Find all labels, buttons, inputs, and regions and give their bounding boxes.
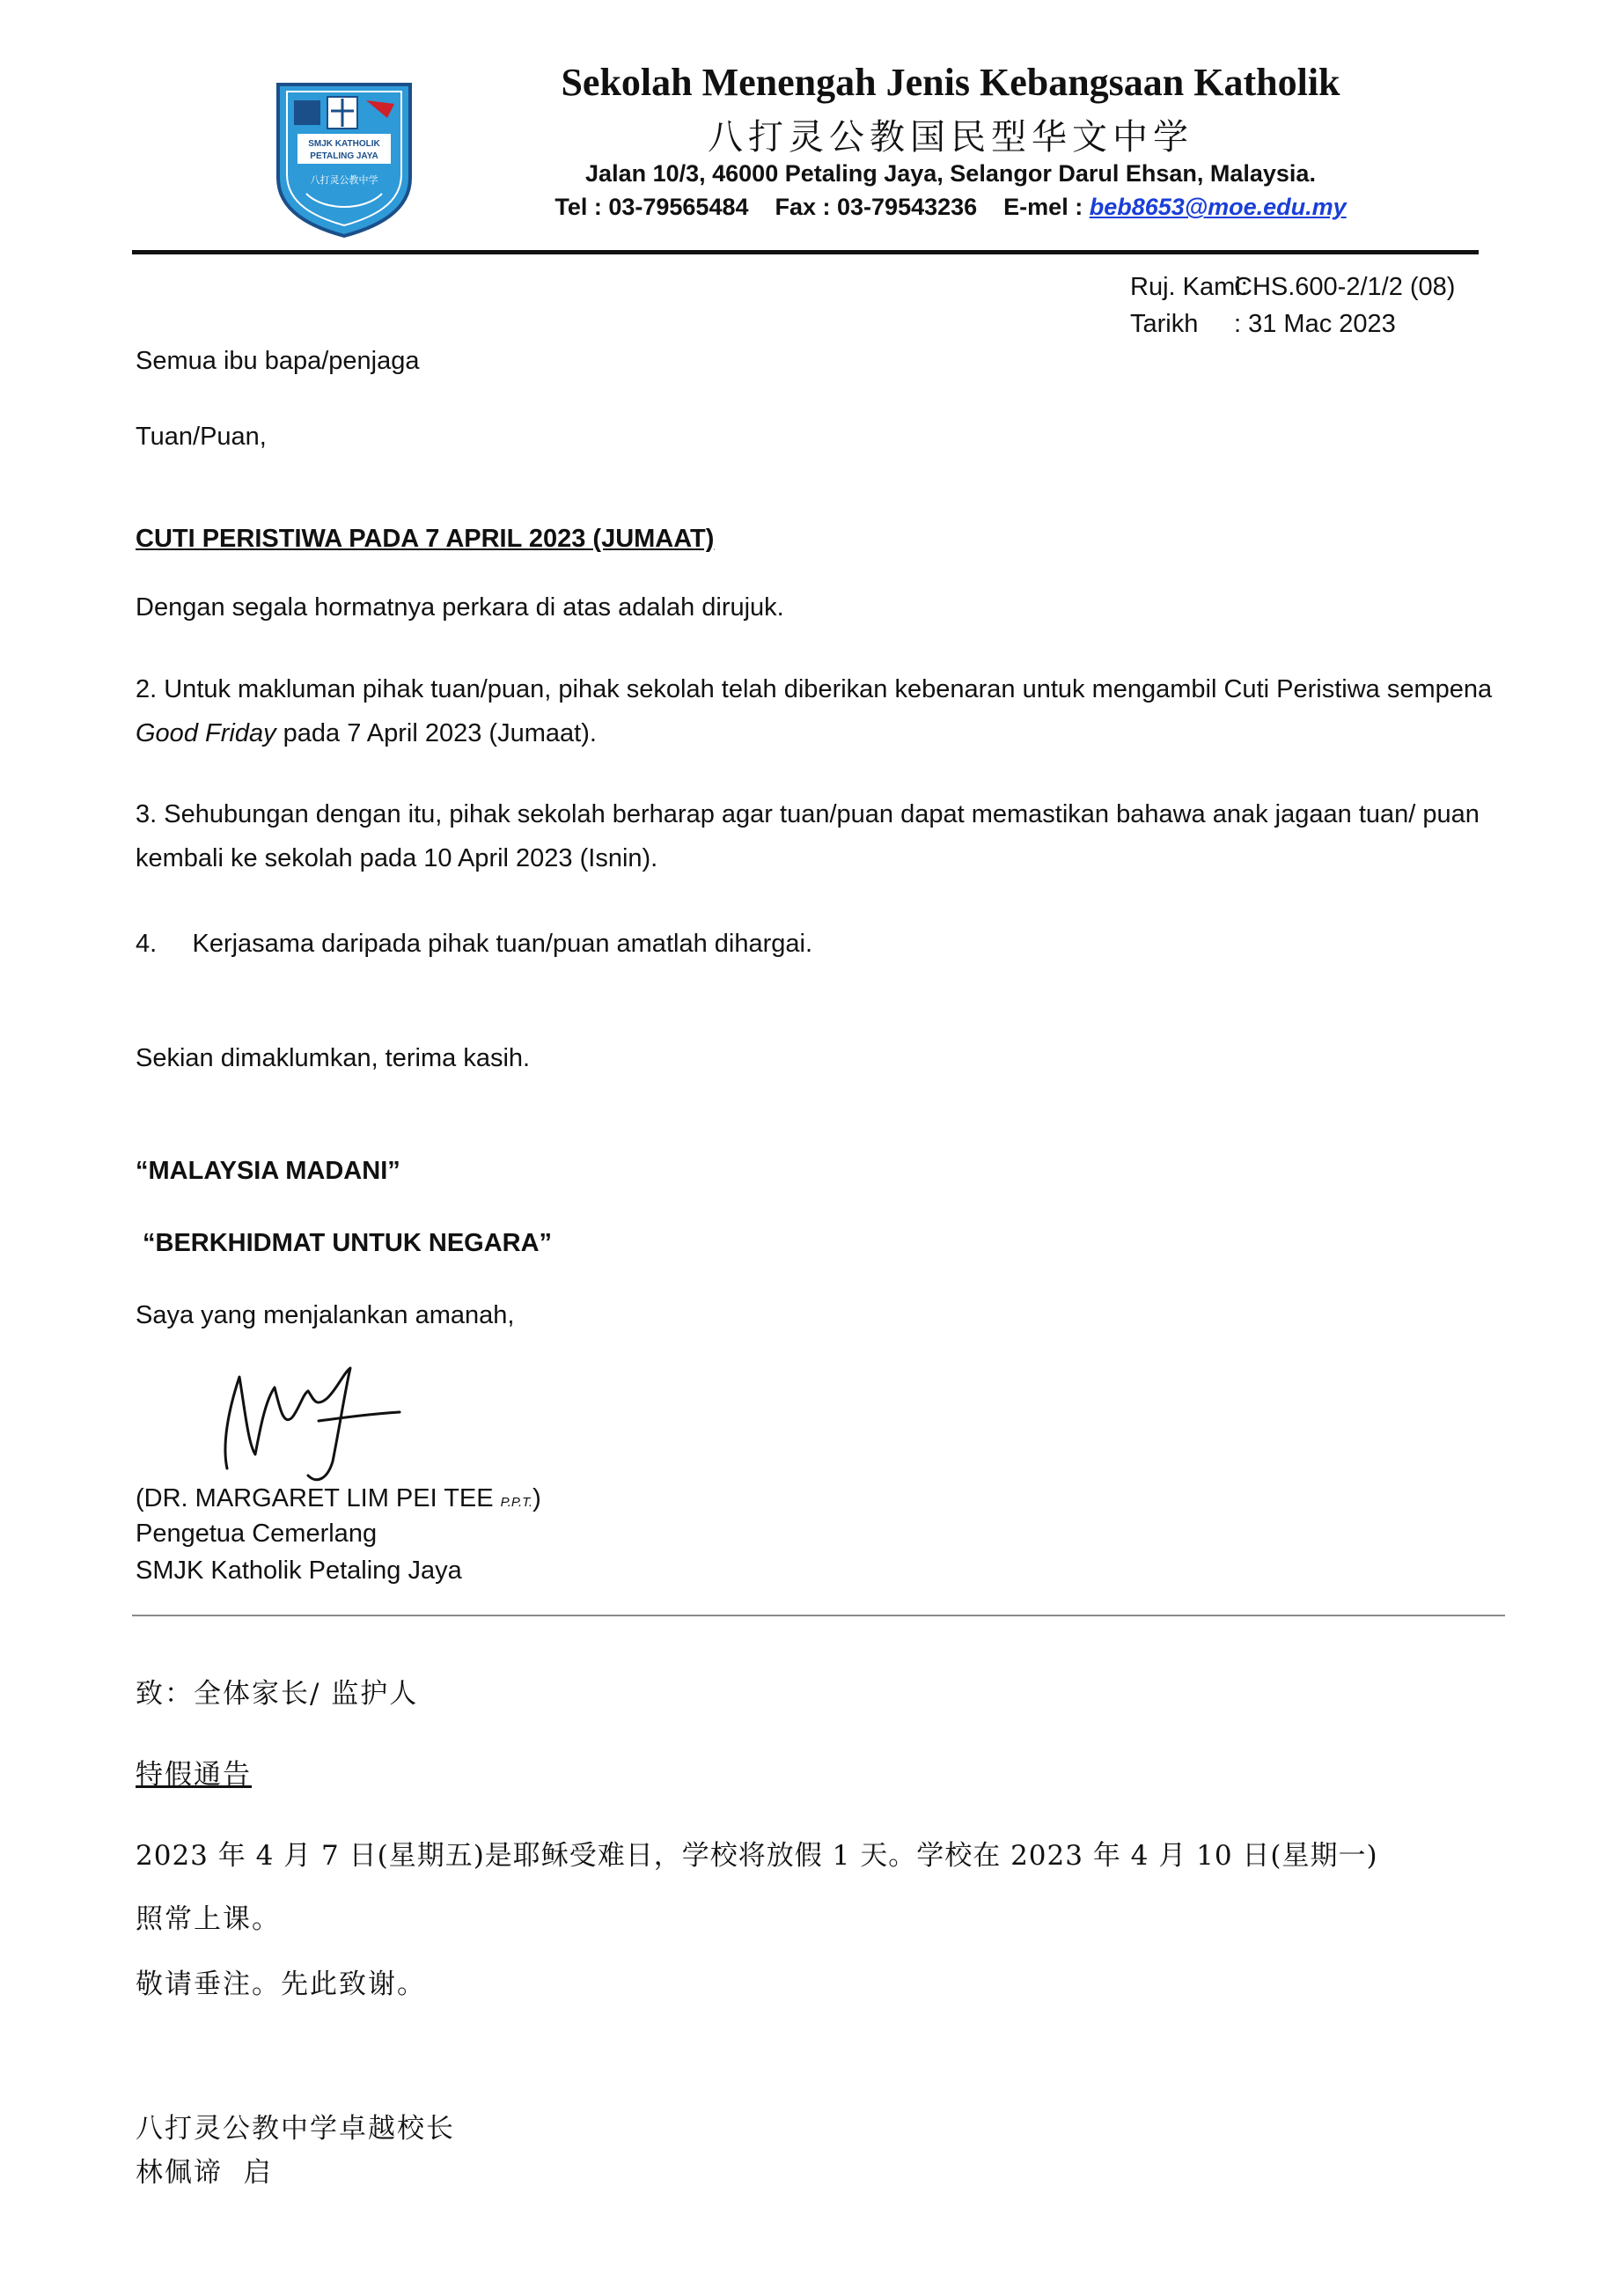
fax: Fax : 03-79543236 — [775, 194, 978, 220]
chinese-subject: 特假通告 — [136, 1759, 252, 1791]
subject: CUTI PERISTIWA PADA 7 APRIL 2023 (JUMAAT) — [136, 525, 715, 553]
signatory-name — [136, 1481, 541, 1520]
email-link[interactable]: beb8653@moe.edu.my — [1089, 194, 1347, 220]
paragraph-1: Dengan segala hormatnya perkara di atas adalah dirujuk. — [136, 593, 784, 622]
reference-number — [1130, 269, 1455, 305]
signatory-school: SMJK Katholik Petaling Jaya — [136, 1556, 462, 1585]
salutation: Tuan/Puan, — [136, 423, 267, 451]
good-friday: Good Friday — [136, 719, 276, 747]
logo-text-3: 八打灵公教中学 — [310, 174, 378, 186]
school-name-chinese: 八打灵公教国民型华文中学 — [708, 117, 1193, 158]
tel: Tel : 03-79565484 — [554, 194, 749, 220]
logo-text-1: SMJK KATHOLIK — [308, 139, 380, 149]
signature — [195, 1356, 407, 1488]
chinese-recipient: 致：全体家长/ 监护人 — [136, 1678, 419, 1710]
ruj-label: Ruj. Kami: — [1130, 273, 1248, 301]
paragraph-3: 3. Sehubungan dengan itu, pihak sekolah berharap agar tuan/puan dapat memastikan bahawa anak jagaan tuan/ puan kembali ke sekolah pada 10 April 2023 (Isnin). — [136, 800, 1480, 872]
letter-date — [1130, 306, 1396, 342]
chinese-paragraph-2: 敬请垂注。先此致谢。 — [136, 1969, 426, 2000]
school-name: Sekolah Menengah Jenis Kebangsaan Katholik — [561, 61, 1340, 104]
logo-text-2: PETALING JAYA — [310, 151, 378, 161]
letterhead-divider — [132, 250, 1479, 254]
tarikh-label: Tarikh — [1130, 310, 1199, 338]
closing: Sekian dimaklumkan, terima kasih. — [136, 1044, 531, 1072]
chinese-paragraph-1-line-2: 照常上课。 — [136, 1903, 281, 1935]
motto-berkhidmat: “BERKHIDMAT UNTUK NEGARA” — [143, 1229, 553, 1257]
chinese-sign-name: 林佩谛 启 — [136, 2157, 273, 2189]
paragraph-2 — [136, 667, 1535, 755]
tarikh-value: : 31 Mac 2023 — [1234, 310, 1396, 338]
trust-line: Saya yang menjalankan amanah, — [136, 1301, 515, 1329]
paragraph-2-end: pada 7 April 2023 (Jumaat). — [275, 719, 597, 747]
signatory-title: Pengetua Cemerlang — [136, 1520, 378, 1548]
signatory-name-text: (DR. MARGARET LIM PEI TEE — [136, 1484, 494, 1512]
contact-line — [352, 194, 1549, 221]
ruj-value: CHS.600-2/1/2 (08) — [1234, 273, 1456, 301]
paragraph-4: 4. Kerjasama daripada pihak tuan/puan amatlah dihargai. — [136, 930, 812, 958]
signatory-close: ) — [532, 1484, 541, 1512]
motto-malaysia-madani: “MALAYSIA MADANI” — [136, 1157, 400, 1185]
signatory-honor: P.P.T. — [500, 1495, 533, 1510]
section-divider — [132, 1615, 1505, 1616]
chinese-paragraph-1-line-1: 2023 年 4 月 7 日(星期五)是耶稣受难日，学校将放假 1 天。学校在 2023 年 4 月 10 日(星期一) — [136, 1840, 1378, 1872]
chinese-sign-title: 八打灵公教中学卓越校长 — [136, 2113, 455, 2145]
paragraph-2-start: 2. Untuk makluman pihak tuan/puan, pihak sekolah telah diberikan kebenaran untuk mengambil Cuti Peristiwa sempena — [136, 675, 1493, 703]
recipient: Semua ibu bapa/penjaga — [136, 347, 420, 375]
school-address: Jalan 10/3, 46000 Petaling Jaya, Selangor Darul Ehsan, Malaysia. — [585, 160, 1316, 187]
email-label: E-mel : — [1003, 194, 1083, 220]
